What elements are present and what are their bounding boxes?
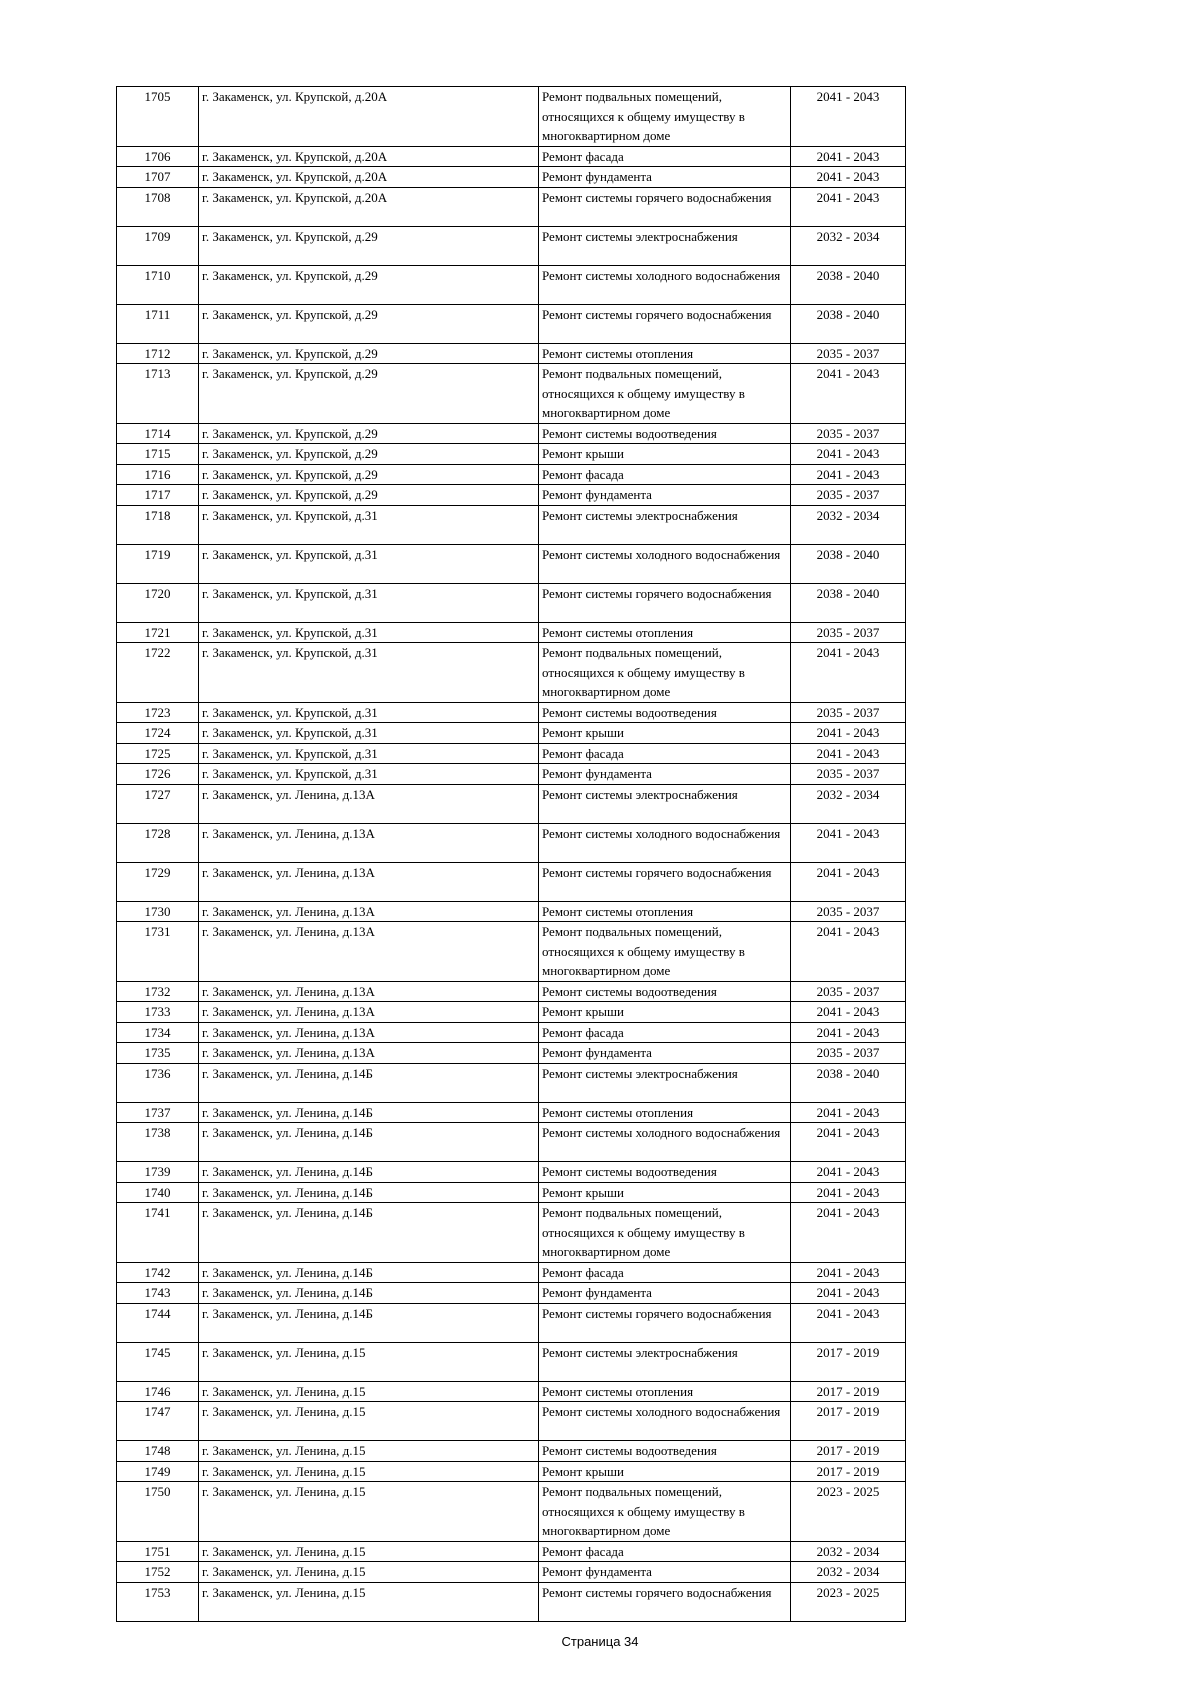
address-cell: г. Закаменск, ул. Ленина, д.15: [199, 1441, 539, 1462]
row-number-cell: 1709: [117, 226, 199, 265]
period-cell: 2035 - 2037: [791, 343, 906, 364]
row-number-cell: 1706: [117, 146, 199, 167]
row-number-cell: 1748: [117, 1441, 199, 1462]
work-type-cell: Ремонт фасада: [539, 1022, 791, 1043]
work-type-cell: Ремонт крыши: [539, 1461, 791, 1482]
row-number-cell: 1731: [117, 922, 199, 982]
address-cell: г. Закаменск, ул. Крупской, д.29: [199, 304, 539, 343]
row-number-cell: 1752: [117, 1562, 199, 1583]
table-row: [117, 1022, 906, 1043]
row-number-cell: 1716: [117, 464, 199, 485]
work-type-cell: Ремонт фундамента: [539, 764, 791, 785]
table-row: [117, 444, 906, 465]
address-cell: г. Закаменск, ул. Ленина, д.14Б: [199, 1303, 539, 1342]
period-cell: 2035 - 2037: [791, 1043, 906, 1064]
work-type-cell: Ремонт системы электроснабжения: [539, 784, 791, 823]
table-row: [117, 87, 906, 147]
work-type-cell: Ремонт системы электроснабжения: [539, 1342, 791, 1381]
table-row: [117, 1461, 906, 1482]
table-row: [117, 1203, 906, 1263]
period-cell: 2041 - 2043: [791, 1102, 906, 1123]
period-cell: 2017 - 2019: [791, 1342, 906, 1381]
table-row: [117, 1262, 906, 1283]
period-cell: 2041 - 2043: [791, 1182, 906, 1203]
table-row: [117, 226, 906, 265]
row-number-cell: 1719: [117, 544, 199, 583]
period-cell: 2041 - 2043: [791, 823, 906, 862]
work-type-cell: Ремонт подвальных помещений, относящихся к общему имуществу в многоквартирном доме: [539, 1203, 791, 1263]
work-type-cell: Ремонт системы горячего водоснабжения: [539, 1303, 791, 1342]
row-number-cell: 1743: [117, 1283, 199, 1304]
period-cell: 2017 - 2019: [791, 1461, 906, 1482]
work-type-cell: Ремонт фундамента: [539, 1043, 791, 1064]
address-cell: г. Закаменск, ул. Крупской, д.31: [199, 764, 539, 785]
row-number-cell: 1718: [117, 505, 199, 544]
row-number-cell: 1724: [117, 723, 199, 744]
row-number-cell: 1705: [117, 87, 199, 147]
period-cell: 2038 - 2040: [791, 544, 906, 583]
work-type-cell: Ремонт системы водоотведения: [539, 702, 791, 723]
period-cell: 2038 - 2040: [791, 583, 906, 622]
table-row: [117, 1123, 906, 1162]
row-number-cell: 1707: [117, 167, 199, 188]
address-cell: г. Закаменск, ул. Ленина, д.13А: [199, 922, 539, 982]
period-cell: 2041 - 2043: [791, 743, 906, 764]
work-type-cell: Ремонт фасада: [539, 464, 791, 485]
table-row: [117, 187, 906, 226]
row-number-cell: 1717: [117, 485, 199, 506]
address-cell: г. Закаменск, ул. Крупской, д.20А: [199, 87, 539, 147]
address-cell: г. Закаменск, ул. Ленина, д.13А: [199, 1043, 539, 1064]
period-cell: 2041 - 2043: [791, 1262, 906, 1283]
row-number-cell: 1713: [117, 364, 199, 424]
table-row: [117, 1441, 906, 1462]
address-cell: г. Закаменск, ул. Ленина, д.13А: [199, 1002, 539, 1023]
row-number-cell: 1715: [117, 444, 199, 465]
period-cell: 2041 - 2043: [791, 1162, 906, 1183]
table-row: [117, 901, 906, 922]
period-cell: 2041 - 2043: [791, 1203, 906, 1263]
table-row: [117, 1582, 906, 1621]
row-number-cell: 1723: [117, 702, 199, 723]
period-cell: 2038 - 2040: [791, 304, 906, 343]
table-row: [117, 1002, 906, 1023]
row-number-cell: 1735: [117, 1043, 199, 1064]
row-number-cell: 1747: [117, 1402, 199, 1441]
work-type-cell: Ремонт системы отопления: [539, 1102, 791, 1123]
row-number-cell: 1714: [117, 423, 199, 444]
row-number-cell: 1739: [117, 1162, 199, 1183]
period-cell: 2041 - 2043: [791, 1123, 906, 1162]
address-cell: г. Закаменск, ул. Крупской, д.29: [199, 265, 539, 304]
address-cell: г. Закаменск, ул. Крупской, д.31: [199, 544, 539, 583]
address-cell: г. Закаменск, ул. Ленина, д.13А: [199, 981, 539, 1002]
work-type-cell: Ремонт системы электроснабжения: [539, 505, 791, 544]
table-row: [117, 1541, 906, 1562]
work-type-cell: Ремонт фасада: [539, 1262, 791, 1283]
row-number-cell: 1730: [117, 901, 199, 922]
period-cell: 2041 - 2043: [791, 187, 906, 226]
work-type-cell: Ремонт системы горячего водоснабжения: [539, 1582, 791, 1621]
period-cell: 2041 - 2043: [791, 364, 906, 424]
table-row: [117, 304, 906, 343]
work-type-cell: Ремонт системы водоотведения: [539, 981, 791, 1002]
period-cell: 2032 - 2034: [791, 505, 906, 544]
period-cell: 2023 - 2025: [791, 1582, 906, 1621]
table-row: [117, 423, 906, 444]
row-number-cell: 1712: [117, 343, 199, 364]
period-cell: 2041 - 2043: [791, 1002, 906, 1023]
address-cell: г. Закаменск, ул. Ленина, д.14Б: [199, 1262, 539, 1283]
period-cell: 2041 - 2043: [791, 444, 906, 465]
address-cell: г. Закаменск, ул. Ленина, д.14Б: [199, 1063, 539, 1102]
work-type-cell: Ремонт системы отопления: [539, 343, 791, 364]
table-row: [117, 643, 906, 703]
address-cell: г. Закаменск, ул. Ленина, д.13А: [199, 901, 539, 922]
work-type-cell: Ремонт системы холодного водоснабжения: [539, 1402, 791, 1441]
work-type-cell: Ремонт фундамента: [539, 1283, 791, 1304]
period-cell: 2041 - 2043: [791, 464, 906, 485]
row-number-cell: 1741: [117, 1203, 199, 1263]
row-number-cell: 1742: [117, 1262, 199, 1283]
period-cell: 2017 - 2019: [791, 1381, 906, 1402]
period-cell: 2035 - 2037: [791, 981, 906, 1002]
address-cell: г. Закаменск, ул. Ленина, д.15: [199, 1461, 539, 1482]
work-type-cell: Ремонт системы горячего водоснабжения: [539, 187, 791, 226]
table-row: [117, 1303, 906, 1342]
address-cell: г. Закаменск, ул. Крупской, д.31: [199, 723, 539, 744]
period-cell: 2041 - 2043: [791, 862, 906, 901]
table-row: [117, 583, 906, 622]
address-cell: г. Закаменск, ул. Крупской, д.20А: [199, 187, 539, 226]
address-cell: г. Закаменск, ул. Крупской, д.29: [199, 464, 539, 485]
address-cell: г. Закаменск, ул. Ленина, д.14Б: [199, 1162, 539, 1183]
page-number: Страница 34: [561, 1634, 639, 1649]
table-row: [117, 1402, 906, 1441]
period-cell: 2035 - 2037: [791, 622, 906, 643]
row-number-cell: 1722: [117, 643, 199, 703]
period-cell: 2038 - 2040: [791, 265, 906, 304]
work-type-cell: Ремонт крыши: [539, 1182, 791, 1203]
row-number-cell: 1740: [117, 1182, 199, 1203]
table-row: [117, 1562, 906, 1583]
address-cell: г. Закаменск, ул. Ленина, д.14Б: [199, 1123, 539, 1162]
table-row: [117, 1482, 906, 1542]
table-row: [117, 364, 906, 424]
work-type-cell: Ремонт фундамента: [539, 1562, 791, 1583]
work-type-cell: Ремонт системы водоотведения: [539, 423, 791, 444]
address-cell: г. Закаменск, ул. Ленина, д.13А: [199, 823, 539, 862]
address-cell: г. Закаменск, ул. Крупской, д.29: [199, 364, 539, 424]
work-type-cell: Ремонт системы электроснабжения: [539, 1063, 791, 1102]
period-cell: 2041 - 2043: [791, 1022, 906, 1043]
address-cell: г. Закаменск, ул. Ленина, д.15: [199, 1482, 539, 1542]
address-cell: г. Закаменск, ул. Крупской, д.29: [199, 485, 539, 506]
period-cell: 2017 - 2019: [791, 1441, 906, 1462]
table-row: [117, 622, 906, 643]
work-type-cell: Ремонт крыши: [539, 444, 791, 465]
address-cell: г. Закаменск, ул. Крупской, д.20А: [199, 167, 539, 188]
table-row: [117, 464, 906, 485]
address-cell: г. Закаменск, ул. Крупской, д.31: [199, 702, 539, 723]
period-cell: 2032 - 2034: [791, 1541, 906, 1562]
table-row: [117, 702, 906, 723]
row-number-cell: 1738: [117, 1123, 199, 1162]
table-row: [117, 1283, 906, 1304]
work-type-cell: Ремонт системы водоотведения: [539, 1441, 791, 1462]
period-cell: 2035 - 2037: [791, 485, 906, 506]
work-type-cell: Ремонт системы водоотведения: [539, 1162, 791, 1183]
period-cell: 2041 - 2043: [791, 146, 906, 167]
row-number-cell: 1753: [117, 1582, 199, 1621]
work-type-cell: Ремонт подвальных помещений, относящихся к общему имуществу в многоквартирном доме: [539, 1482, 791, 1542]
period-cell: 2035 - 2037: [791, 423, 906, 444]
address-cell: г. Закаменск, ул. Ленина, д.13А: [199, 784, 539, 823]
address-cell: г. Закаменск, ул. Ленина, д.15: [199, 1342, 539, 1381]
row-number-cell: 1725: [117, 743, 199, 764]
address-cell: г. Закаменск, ул. Крупской, д.29: [199, 343, 539, 364]
address-cell: г. Закаменск, ул. Ленина, д.15: [199, 1402, 539, 1441]
table-row: [117, 922, 906, 982]
address-cell: г. Закаменск, ул. Крупской, д.31: [199, 643, 539, 703]
work-type-cell: Ремонт фасада: [539, 743, 791, 764]
table-row: [117, 544, 906, 583]
address-cell: г. Закаменск, ул. Крупской, д.20А: [199, 146, 539, 167]
table-body: [117, 87, 906, 1622]
address-cell: г. Закаменск, ул. Крупской, д.31: [199, 505, 539, 544]
row-number-cell: 1737: [117, 1102, 199, 1123]
row-number-cell: 1750: [117, 1482, 199, 1542]
address-cell: г. Закаменск, ул. Крупской, д.29: [199, 423, 539, 444]
row-number-cell: 1711: [117, 304, 199, 343]
table-row: [117, 1162, 906, 1183]
period-cell: 2035 - 2037: [791, 702, 906, 723]
table-row: [117, 485, 906, 506]
work-type-cell: Ремонт системы отопления: [539, 1381, 791, 1402]
period-cell: 2032 - 2034: [791, 226, 906, 265]
table-row: [117, 1102, 906, 1123]
row-number-cell: 1733: [117, 1002, 199, 1023]
work-type-cell: Ремонт системы холодного водоснабжения: [539, 265, 791, 304]
table-row: [117, 1063, 906, 1102]
address-cell: г. Закаменск, ул. Крупской, д.29: [199, 444, 539, 465]
work-type-cell: Ремонт фундамента: [539, 167, 791, 188]
row-number-cell: 1710: [117, 265, 199, 304]
row-number-cell: 1708: [117, 187, 199, 226]
table-row: [117, 265, 906, 304]
address-cell: г. Закаменск, ул. Ленина, д.13А: [199, 862, 539, 901]
row-number-cell: 1728: [117, 823, 199, 862]
table-row: [117, 743, 906, 764]
row-number-cell: 1734: [117, 1022, 199, 1043]
work-type-cell: Ремонт подвальных помещений, относящихся к общему имуществу в многоквартирном доме: [539, 922, 791, 982]
row-number-cell: 1751: [117, 1541, 199, 1562]
period-cell: 2041 - 2043: [791, 87, 906, 147]
address-cell: г. Закаменск, ул. Крупской, д.29: [199, 226, 539, 265]
address-cell: г. Закаменск, ул. Ленина, д.13А: [199, 1022, 539, 1043]
address-cell: г. Закаменск, ул. Ленина, д.15: [199, 1582, 539, 1621]
period-cell: 2041 - 2043: [791, 1303, 906, 1342]
period-cell: 2035 - 2037: [791, 901, 906, 922]
repair-schedule-table: [116, 86, 906, 1622]
row-number-cell: 1729: [117, 862, 199, 901]
work-type-cell: Ремонт системы холодного водоснабжения: [539, 823, 791, 862]
work-type-cell: Ремонт крыши: [539, 723, 791, 744]
address-cell: г. Закаменск, ул. Ленина, д.14Б: [199, 1203, 539, 1263]
period-cell: 2023 - 2025: [791, 1482, 906, 1542]
table-row: [117, 862, 906, 901]
table-row: [117, 1381, 906, 1402]
work-type-cell: Ремонт системы холодного водоснабжения: [539, 1123, 791, 1162]
table-row: [117, 764, 906, 785]
row-number-cell: 1744: [117, 1303, 199, 1342]
address-cell: г. Закаменск, ул. Ленина, д.15: [199, 1381, 539, 1402]
period-cell: 2017 - 2019: [791, 1402, 906, 1441]
row-number-cell: 1749: [117, 1461, 199, 1482]
work-type-cell: Ремонт подвальных помещений, относящихся к общему имуществу в многоквартирном доме: [539, 643, 791, 703]
period-cell: 2032 - 2034: [791, 1562, 906, 1583]
row-number-cell: 1726: [117, 764, 199, 785]
work-type-cell: Ремонт системы электроснабжения: [539, 226, 791, 265]
row-number-cell: 1720: [117, 583, 199, 622]
table-row: [117, 981, 906, 1002]
period-cell: 2041 - 2043: [791, 643, 906, 703]
period-cell: 2041 - 2043: [791, 167, 906, 188]
address-cell: г. Закаменск, ул. Ленина, д.14Б: [199, 1102, 539, 1123]
work-type-cell: Ремонт системы отопления: [539, 901, 791, 922]
table-row: [117, 1043, 906, 1064]
work-type-cell: Ремонт системы отопления: [539, 622, 791, 643]
address-cell: г. Закаменск, ул. Крупской, д.31: [199, 743, 539, 764]
address-cell: г. Закаменск, ул. Крупской, д.31: [199, 622, 539, 643]
work-type-cell: Ремонт системы горячего водоснабжения: [539, 583, 791, 622]
period-cell: 2032 - 2034: [791, 784, 906, 823]
work-type-cell: Ремонт подвальных помещений, относящихся к общему имуществу в многоквартирном доме: [539, 364, 791, 424]
address-cell: г. Закаменск, ул. Крупской, д.31: [199, 583, 539, 622]
period-cell: 2035 - 2037: [791, 764, 906, 785]
table-row: [117, 723, 906, 744]
period-cell: 2038 - 2040: [791, 1063, 906, 1102]
work-type-cell: Ремонт фасада: [539, 146, 791, 167]
work-type-cell: Ремонт фундамента: [539, 485, 791, 506]
work-type-cell: Ремонт крыши: [539, 1002, 791, 1023]
table-row: [117, 146, 906, 167]
table-row: [117, 784, 906, 823]
work-type-cell: Ремонт системы горячего водоснабжения: [539, 304, 791, 343]
work-type-cell: Ремонт системы холодного водоснабжения: [539, 544, 791, 583]
table-row: [117, 167, 906, 188]
row-number-cell: 1721: [117, 622, 199, 643]
work-type-cell: Ремонт подвальных помещений, относящихся к общему имуществу в многоквартирном доме: [539, 87, 791, 147]
table-row: [117, 505, 906, 544]
row-number-cell: 1736: [117, 1063, 199, 1102]
row-number-cell: 1727: [117, 784, 199, 823]
row-number-cell: 1732: [117, 981, 199, 1002]
period-cell: 2041 - 2043: [791, 1283, 906, 1304]
table-row: [117, 1182, 906, 1203]
address-cell: г. Закаменск, ул. Ленина, д.14Б: [199, 1283, 539, 1304]
period-cell: 2041 - 2043: [791, 922, 906, 982]
row-number-cell: 1745: [117, 1342, 199, 1381]
address-cell: г. Закаменск, ул. Ленина, д.15: [199, 1562, 539, 1583]
work-type-cell: Ремонт системы горячего водоснабжения: [539, 862, 791, 901]
address-cell: г. Закаменск, ул. Ленина, д.15: [199, 1541, 539, 1562]
period-cell: 2041 - 2043: [791, 723, 906, 744]
table-row: [117, 1342, 906, 1381]
work-type-cell: Ремонт фасада: [539, 1541, 791, 1562]
table-row: [117, 343, 906, 364]
row-number-cell: 1746: [117, 1381, 199, 1402]
address-cell: г. Закаменск, ул. Ленина, д.14Б: [199, 1182, 539, 1203]
table-row: [117, 823, 906, 862]
